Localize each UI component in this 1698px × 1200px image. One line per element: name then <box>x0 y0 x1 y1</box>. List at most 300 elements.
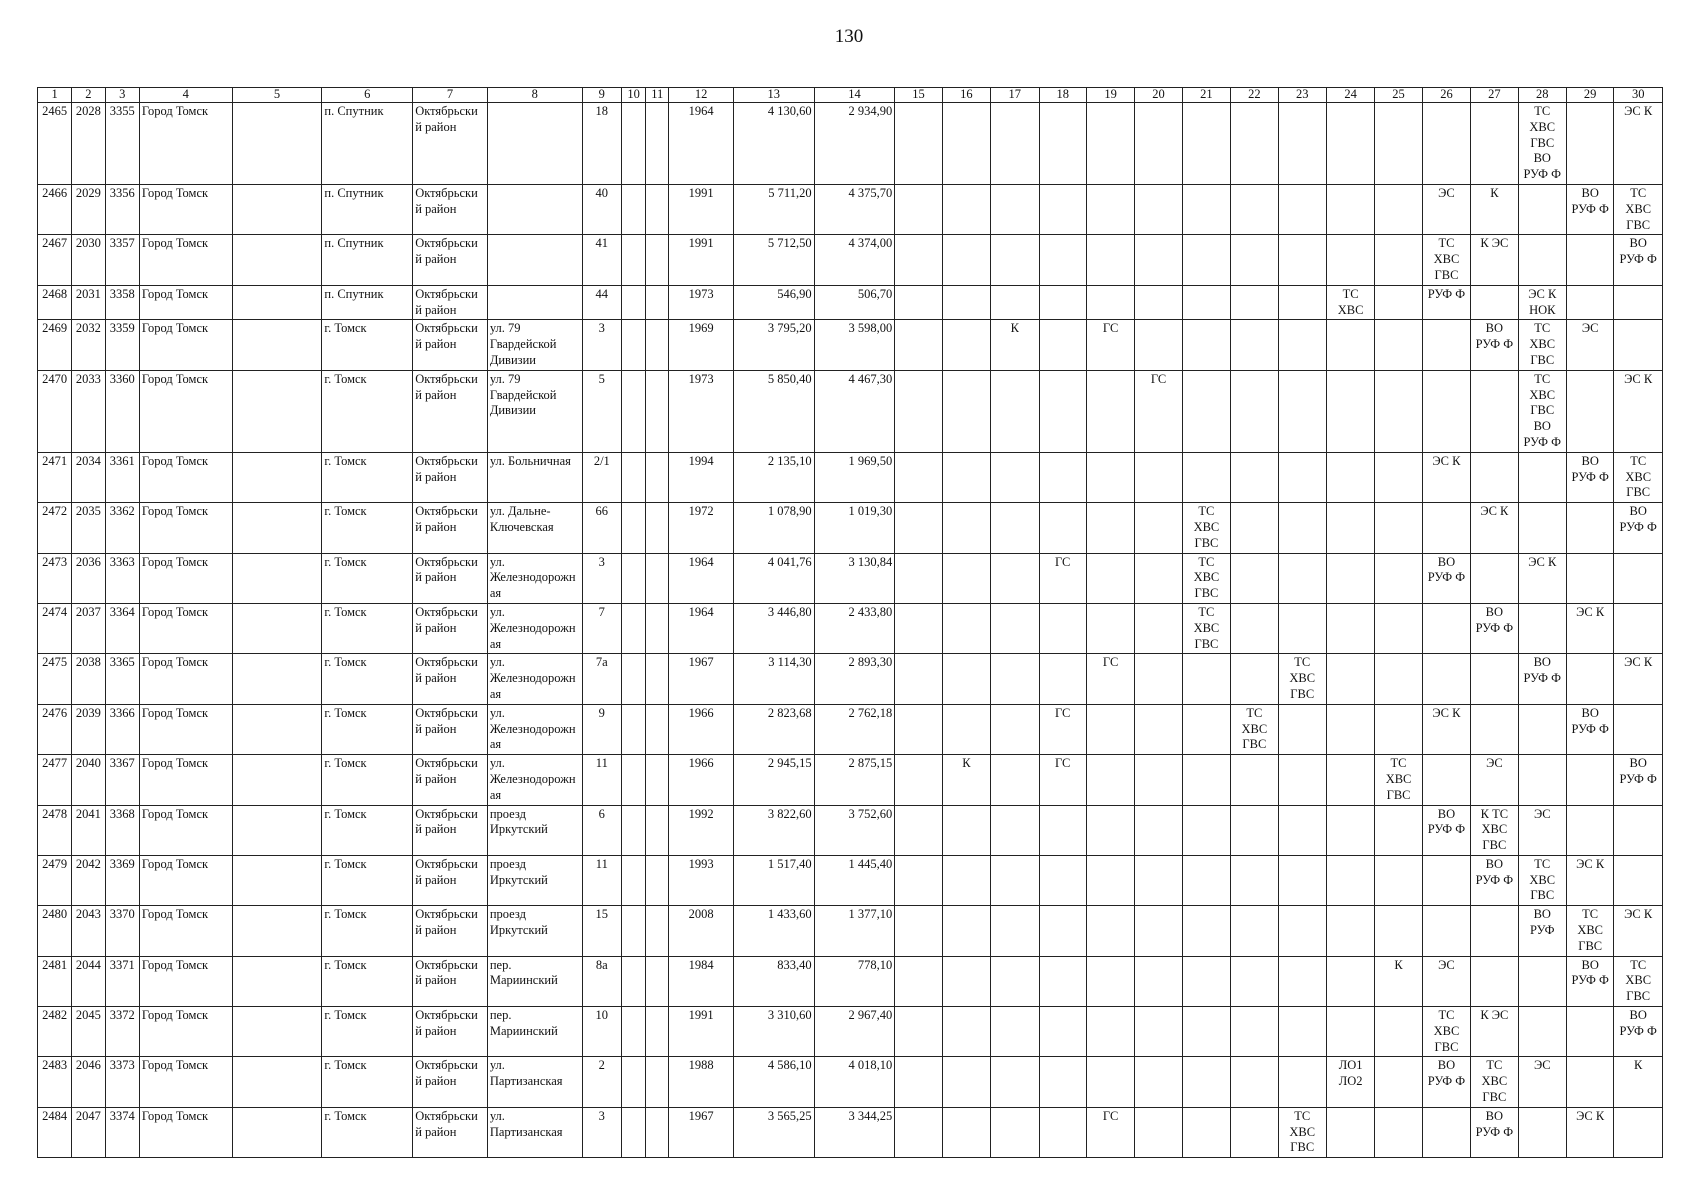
cell-col-1: 2467 <box>38 235 72 285</box>
cell-col-19 <box>1086 103 1134 185</box>
cell-col-16 <box>942 956 990 1006</box>
cell-col-30 <box>1614 553 1663 603</box>
cell-col-17 <box>991 654 1039 704</box>
cell-col-28: ТС ХВС ГВС ВО РУФ Ф <box>1518 370 1566 452</box>
cell-col-9: 2/1 <box>582 452 621 502</box>
cell-col-8: проезд Иркутский <box>487 906 582 956</box>
cell-col-17 <box>991 755 1039 805</box>
cell-col-8: проезд Иркутский <box>487 805 582 855</box>
cell-col-21 <box>1182 755 1230 805</box>
cell-col-7: Октябрьски й район <box>413 285 488 320</box>
cell-col-24 <box>1326 235 1374 285</box>
cell-col-5 <box>232 654 322 704</box>
cell-col-11 <box>646 1007 669 1057</box>
table-row <box>38 906 1663 956</box>
cell-col-3: 3373 <box>105 1057 139 1107</box>
cell-col-14: 3 344,25 <box>814 1107 895 1157</box>
column-header-3: 3 <box>105 88 139 103</box>
cell-col-16 <box>942 553 990 603</box>
cell-col-14: 2 433,80 <box>814 603 895 653</box>
cell-col-16 <box>942 452 990 502</box>
cell-col-26 <box>1422 103 1470 185</box>
cell-col-13: 5 850,40 <box>733 370 814 452</box>
cell-col-12: 1991 <box>669 185 734 235</box>
cell-col-6: г. Томск <box>322 906 413 956</box>
column-header-16: 16 <box>942 88 990 103</box>
cell-col-21 <box>1182 370 1230 452</box>
cell-col-16 <box>942 654 990 704</box>
cell-col-22 <box>1231 603 1278 653</box>
cell-col-5 <box>232 320 322 370</box>
cell-col-21: ТС ХВС ГВС <box>1182 603 1230 653</box>
cell-col-24 <box>1326 320 1374 370</box>
cell-col-12: 1966 <box>669 704 734 754</box>
table-row <box>38 956 1663 1006</box>
cell-col-15 <box>895 755 942 805</box>
cell-col-10 <box>621 603 645 653</box>
cell-col-10 <box>621 452 645 502</box>
cell-col-13: 1 433,60 <box>733 906 814 956</box>
cell-col-30 <box>1614 704 1663 754</box>
cell-col-18 <box>1039 320 1086 370</box>
cell-col-5 <box>232 452 322 502</box>
cell-col-1: 2471 <box>38 452 72 502</box>
cell-col-18: ГС <box>1039 553 1086 603</box>
cell-col-6: г. Томск <box>322 603 413 653</box>
cell-col-15 <box>895 235 942 285</box>
table-row <box>38 103 1663 185</box>
cell-col-15 <box>895 855 942 905</box>
cell-col-18: ГС <box>1039 755 1086 805</box>
cell-col-5 <box>232 185 322 235</box>
cell-col-1: 2474 <box>38 603 72 653</box>
cell-col-22 <box>1231 1107 1278 1157</box>
cell-col-2: 2039 <box>72 704 105 754</box>
cell-col-18 <box>1039 855 1086 905</box>
table-row <box>38 235 1663 285</box>
cell-col-25 <box>1375 553 1422 603</box>
cell-col-11 <box>646 603 669 653</box>
cell-col-7: Октябрьски й район <box>413 185 488 235</box>
cell-col-29: ЭС К <box>1566 1107 1613 1157</box>
cell-col-16 <box>942 906 990 956</box>
cell-col-4: Город Томск <box>139 370 232 452</box>
cell-col-24 <box>1326 704 1374 754</box>
cell-col-29 <box>1566 1007 1613 1057</box>
cell-col-4: Город Томск <box>139 654 232 704</box>
cell-col-20 <box>1135 805 1182 855</box>
column-header-22: 22 <box>1231 88 1278 103</box>
cell-col-2: 2033 <box>72 370 105 452</box>
cell-col-16 <box>942 1107 990 1157</box>
cell-col-20 <box>1135 235 1182 285</box>
cell-col-6: г. Томск <box>322 503 413 553</box>
cell-col-12: 1991 <box>669 235 734 285</box>
cell-col-12: 1984 <box>669 956 734 1006</box>
cell-col-8: пер. Мариинский <box>487 1007 582 1057</box>
cell-col-15 <box>895 452 942 502</box>
cell-col-17 <box>991 285 1039 320</box>
cell-col-20 <box>1135 603 1182 653</box>
cell-col-6: г. Томск <box>322 553 413 603</box>
cell-col-7: Октябрьски й район <box>413 235 488 285</box>
column-header-30: 30 <box>1614 88 1663 103</box>
cell-col-16 <box>942 285 990 320</box>
cell-col-9: 3 <box>582 320 621 370</box>
cell-col-3: 3366 <box>105 704 139 754</box>
cell-col-18 <box>1039 185 1086 235</box>
cell-col-28 <box>1518 755 1566 805</box>
cell-col-5 <box>232 503 322 553</box>
cell-col-1: 2465 <box>38 103 72 185</box>
cell-col-14: 1 019,30 <box>814 503 895 553</box>
cell-col-22 <box>1231 654 1278 704</box>
cell-col-3: 3370 <box>105 906 139 956</box>
cell-col-23 <box>1278 956 1326 1006</box>
cell-col-1: 2479 <box>38 855 72 905</box>
cell-col-7: Октябрьски й район <box>413 1107 488 1157</box>
cell-col-22 <box>1231 503 1278 553</box>
cell-col-23 <box>1278 704 1326 754</box>
column-header-26: 26 <box>1422 88 1470 103</box>
cell-col-8: проезд Иркутский <box>487 855 582 905</box>
cell-col-12: 1967 <box>669 1107 734 1157</box>
cell-col-23 <box>1278 452 1326 502</box>
cell-col-6: г. Томск <box>322 320 413 370</box>
cell-col-16: К <box>942 755 990 805</box>
cell-col-6: г. Томск <box>322 956 413 1006</box>
cell-col-21 <box>1182 320 1230 370</box>
cell-col-7: Октябрьски й район <box>413 452 488 502</box>
column-header-15: 15 <box>895 88 942 103</box>
cell-col-5 <box>232 603 322 653</box>
table-row <box>38 320 1663 370</box>
cell-col-11 <box>646 452 669 502</box>
cell-col-19 <box>1086 855 1134 905</box>
cell-col-16 <box>942 235 990 285</box>
cell-col-24 <box>1326 755 1374 805</box>
cell-col-27: ВО РУФ Ф <box>1471 1107 1518 1157</box>
cell-col-24 <box>1326 1107 1374 1157</box>
cell-col-12: 1988 <box>669 1057 734 1107</box>
cell-col-7: Октябрьски й район <box>413 956 488 1006</box>
cell-col-21 <box>1182 1007 1230 1057</box>
cell-col-19 <box>1086 285 1134 320</box>
cell-col-24 <box>1326 503 1374 553</box>
cell-col-5 <box>232 1057 322 1107</box>
cell-col-27: ВО РУФ Ф <box>1471 855 1518 905</box>
cell-col-4: Город Томск <box>139 1057 232 1107</box>
cell-col-21 <box>1182 805 1230 855</box>
cell-col-7: Октябрьски й район <box>413 855 488 905</box>
cell-col-21 <box>1182 956 1230 1006</box>
cell-col-23 <box>1278 185 1326 235</box>
cell-col-22 <box>1231 553 1278 603</box>
cell-col-27: К <box>1471 185 1518 235</box>
cell-col-3: 3358 <box>105 285 139 320</box>
table-row <box>38 704 1663 754</box>
cell-col-22 <box>1231 1057 1278 1107</box>
cell-col-27: К ЭС <box>1471 1007 1518 1057</box>
cell-col-25 <box>1375 1107 1422 1157</box>
cell-col-13: 3 795,20 <box>733 320 814 370</box>
cell-col-4: Город Томск <box>139 185 232 235</box>
cell-col-23: ТС ХВС ГВС <box>1278 1107 1326 1157</box>
header-row <box>38 88 1663 103</box>
cell-col-30 <box>1614 855 1663 905</box>
cell-col-12: 1964 <box>669 103 734 185</box>
cell-col-15 <box>895 805 942 855</box>
cell-col-1: 2478 <box>38 805 72 855</box>
cell-col-3: 3365 <box>105 654 139 704</box>
cell-col-9: 18 <box>582 103 621 185</box>
cell-col-27 <box>1471 956 1518 1006</box>
cell-col-27: ЭС К <box>1471 503 1518 553</box>
cell-col-5 <box>232 805 322 855</box>
cell-col-23: ТС ХВС ГВС <box>1278 654 1326 704</box>
cell-col-1: 2477 <box>38 755 72 805</box>
cell-col-28: ТС ХВС ГВС ВО РУФ Ф <box>1518 103 1566 185</box>
cell-col-24: ЛО1 ЛО2 <box>1326 1057 1374 1107</box>
cell-col-15 <box>895 185 942 235</box>
cell-col-3: 3361 <box>105 452 139 502</box>
cell-col-8 <box>487 235 582 285</box>
cell-col-19 <box>1086 503 1134 553</box>
cell-col-6: г. Томск <box>322 452 413 502</box>
cell-col-16 <box>942 855 990 905</box>
cell-col-21 <box>1182 103 1230 185</box>
cell-col-19 <box>1086 370 1134 452</box>
cell-col-18 <box>1039 235 1086 285</box>
cell-col-28 <box>1518 503 1566 553</box>
cell-col-8: ул. Больничная <box>487 452 582 502</box>
cell-col-14: 3 130,84 <box>814 553 895 603</box>
cell-col-11 <box>646 185 669 235</box>
cell-col-28: ВО РУФ <box>1518 906 1566 956</box>
cell-col-9: 5 <box>582 370 621 452</box>
cell-col-6: п. Спутник <box>322 235 413 285</box>
cell-col-11 <box>646 805 669 855</box>
column-header-5: 5 <box>232 88 322 103</box>
cell-col-30: ЭС К <box>1614 906 1663 956</box>
cell-col-25: К <box>1375 956 1422 1006</box>
cell-col-4: Город Томск <box>139 553 232 603</box>
cell-col-25 <box>1375 320 1422 370</box>
cell-col-3: 3368 <box>105 805 139 855</box>
cell-col-17 <box>991 185 1039 235</box>
cell-col-13: 3 310,60 <box>733 1007 814 1057</box>
cell-col-30: ТС ХВС ГВС <box>1614 956 1663 1006</box>
cell-col-22 <box>1231 855 1278 905</box>
cell-col-16 <box>942 320 990 370</box>
cell-col-25 <box>1375 452 1422 502</box>
cell-col-7: Октябрьски й район <box>413 805 488 855</box>
cell-col-8 <box>487 285 582 320</box>
cell-col-17 <box>991 370 1039 452</box>
table-row <box>38 603 1663 653</box>
cell-col-17 <box>991 906 1039 956</box>
cell-col-27: ТС ХВС ГВС <box>1471 1057 1518 1107</box>
cell-col-27 <box>1471 906 1518 956</box>
cell-col-24 <box>1326 805 1374 855</box>
cell-col-20 <box>1135 320 1182 370</box>
cell-col-27: ВО РУФ Ф <box>1471 603 1518 653</box>
cell-col-26 <box>1422 1107 1470 1157</box>
cell-col-9: 7 <box>582 603 621 653</box>
column-header-7: 7 <box>413 88 488 103</box>
cell-col-20 <box>1135 855 1182 905</box>
cell-col-19: ГС <box>1086 320 1134 370</box>
cell-col-20 <box>1135 1057 1182 1107</box>
cell-col-8: ул. Железнодорожн ая <box>487 704 582 754</box>
cell-col-17 <box>991 235 1039 285</box>
cell-col-2: 2037 <box>72 603 105 653</box>
cell-col-6: г. Томск <box>322 755 413 805</box>
cell-col-22 <box>1231 755 1278 805</box>
cell-col-6: г. Томск <box>322 654 413 704</box>
cell-col-30: ВО РУФ Ф <box>1614 235 1663 285</box>
cell-col-30: ЭС К <box>1614 654 1663 704</box>
cell-col-10 <box>621 503 645 553</box>
cell-col-8: пер. Мариинский <box>487 956 582 1006</box>
cell-col-3: 3367 <box>105 755 139 805</box>
cell-col-22 <box>1231 370 1278 452</box>
cell-col-23 <box>1278 906 1326 956</box>
cell-col-5 <box>232 956 322 1006</box>
cell-col-12: 1972 <box>669 503 734 553</box>
cell-col-9: 9 <box>582 704 621 754</box>
cell-col-14: 2 934,90 <box>814 103 895 185</box>
cell-col-27 <box>1471 452 1518 502</box>
cell-col-23 <box>1278 755 1326 805</box>
cell-col-11 <box>646 654 669 704</box>
cell-col-12: 1967 <box>669 654 734 704</box>
cell-col-5 <box>232 755 322 805</box>
cell-col-30 <box>1614 805 1663 855</box>
cell-col-26: ЭС К <box>1422 704 1470 754</box>
cell-col-26: ВО РУФ Ф <box>1422 805 1470 855</box>
cell-col-12: 1964 <box>669 553 734 603</box>
cell-col-13: 4 041,76 <box>733 553 814 603</box>
cell-col-13: 5 712,50 <box>733 235 814 285</box>
column-header-17: 17 <box>991 88 1039 103</box>
cell-col-25 <box>1375 805 1422 855</box>
cell-col-3: 3363 <box>105 553 139 603</box>
cell-col-2: 2031 <box>72 285 105 320</box>
cell-col-15 <box>895 654 942 704</box>
cell-col-11 <box>646 906 669 956</box>
cell-col-10 <box>621 654 645 704</box>
cell-col-10 <box>621 906 645 956</box>
cell-col-14: 3 598,00 <box>814 320 895 370</box>
cell-col-26: ВО РУФ Ф <box>1422 553 1470 603</box>
cell-col-9: 10 <box>582 1007 621 1057</box>
cell-col-7: Октябрьски й район <box>413 103 488 185</box>
table-row <box>38 654 1663 704</box>
cell-col-16 <box>942 370 990 452</box>
cell-col-6: г. Томск <box>322 1107 413 1157</box>
cell-col-12: 1991 <box>669 1007 734 1057</box>
cell-col-7: Октябрьски й район <box>413 755 488 805</box>
cell-col-25 <box>1375 603 1422 653</box>
page-number: 130 <box>834 26 864 47</box>
cell-col-9: 3 <box>582 553 621 603</box>
cell-col-23 <box>1278 1007 1326 1057</box>
cell-col-10 <box>621 370 645 452</box>
cell-col-11 <box>646 956 669 1006</box>
cell-col-8 <box>487 185 582 235</box>
cell-col-30 <box>1614 285 1663 320</box>
cell-col-2: 2046 <box>72 1057 105 1107</box>
cell-col-22 <box>1231 906 1278 956</box>
cell-col-10 <box>621 805 645 855</box>
cell-col-4: Город Томск <box>139 603 232 653</box>
cell-col-6: п. Спутник <box>322 285 413 320</box>
cell-col-2: 2038 <box>72 654 105 704</box>
table-row <box>38 805 1663 855</box>
cell-col-2: 2045 <box>72 1007 105 1057</box>
cell-col-29 <box>1566 1057 1613 1107</box>
cell-col-1: 2473 <box>38 553 72 603</box>
cell-col-26 <box>1422 503 1470 553</box>
cell-col-4: Город Томск <box>139 285 232 320</box>
cell-col-14: 4 375,70 <box>814 185 895 235</box>
cell-col-29: ЭС <box>1566 320 1613 370</box>
cell-col-7: Октябрьски й район <box>413 1057 488 1107</box>
cell-col-3: 3372 <box>105 1007 139 1057</box>
cell-col-8: ул. Дальне-Ключевская <box>487 503 582 553</box>
cell-col-11 <box>646 704 669 754</box>
cell-col-12: 2008 <box>669 906 734 956</box>
column-header-12: 12 <box>669 88 734 103</box>
cell-col-10 <box>621 1057 645 1107</box>
cell-col-23 <box>1278 603 1326 653</box>
cell-col-4: Город Томск <box>139 1107 232 1157</box>
cell-col-27 <box>1471 553 1518 603</box>
cell-col-18 <box>1039 603 1086 653</box>
cell-col-28: ВО РУФ Ф <box>1518 654 1566 704</box>
table-row <box>38 185 1663 235</box>
cell-col-24 <box>1326 956 1374 1006</box>
cell-col-21 <box>1182 452 1230 502</box>
cell-col-5 <box>232 285 322 320</box>
cell-col-22 <box>1231 320 1278 370</box>
cell-col-13: 2 135,10 <box>733 452 814 502</box>
cell-col-24 <box>1326 370 1374 452</box>
cell-col-19: ГС <box>1086 1107 1134 1157</box>
cell-col-13: 1 517,40 <box>733 855 814 905</box>
cell-col-28 <box>1518 235 1566 285</box>
cell-col-21: ТС ХВС ГВС <box>1182 503 1230 553</box>
cell-col-10 <box>621 185 645 235</box>
cell-col-18 <box>1039 956 1086 1006</box>
cell-col-1: 2483 <box>38 1057 72 1107</box>
cell-col-30: К <box>1614 1057 1663 1107</box>
cell-col-10 <box>621 320 645 370</box>
cell-col-25 <box>1375 235 1422 285</box>
table-row <box>38 1057 1663 1107</box>
column-header-24: 24 <box>1326 88 1374 103</box>
cell-col-30: ВО РУФ Ф <box>1614 755 1663 805</box>
cell-col-13: 3 114,30 <box>733 654 814 704</box>
cell-col-11 <box>646 320 669 370</box>
cell-col-25 <box>1375 285 1422 320</box>
cell-col-26 <box>1422 755 1470 805</box>
cell-col-17 <box>991 704 1039 754</box>
cell-col-1: 2470 <box>38 370 72 452</box>
cell-col-17 <box>991 1057 1039 1107</box>
cell-col-28 <box>1518 1007 1566 1057</box>
